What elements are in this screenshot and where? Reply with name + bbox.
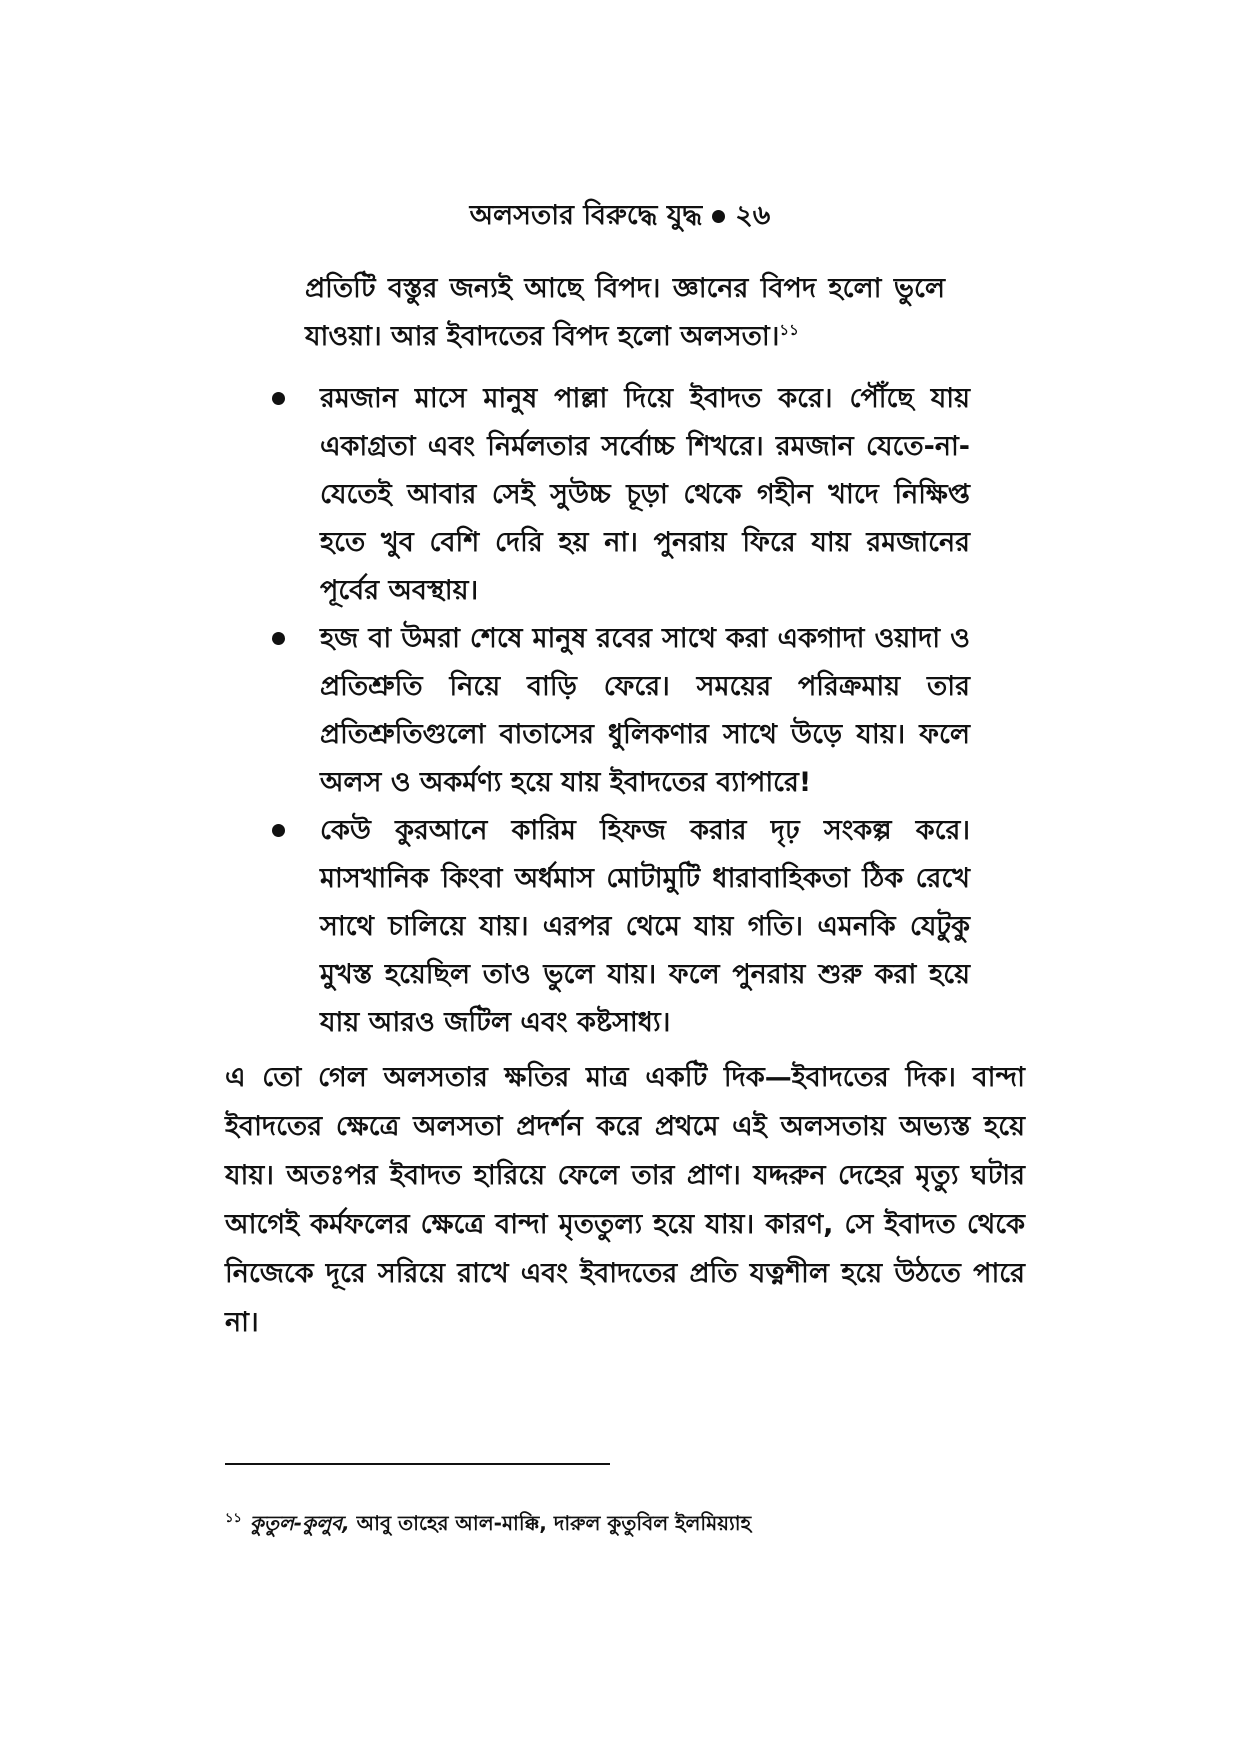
footnote-reference: ১১: [779, 321, 799, 339]
footnote-citation: আবু তাহের আল-মাক্কি, দারুল কুতুবিল ইলমিয়্যাহ: [356, 1511, 752, 1535]
bullet-icon: [272, 392, 285, 405]
bullet-icon: [272, 632, 285, 645]
list-item-text: হজ বা উমরা শেষে মানুষ রবের সাথে করা একগাদা ওয়াদা ও প্রতিশ্রুতি নিয়ে বাড়ি ফেরে। সময়ের পরিক্রমায় তার প্রতিশ্রুতিগুলো বাতাসের ধুলিকণার সাথে উড়ে যায়। ফলে অলস ও অকর্মণ্য হয়ে যায় ইবাদতের ব্যাপারে!: [320, 623, 970, 798]
bullet-icon: [272, 824, 285, 837]
footnote-book-title: কুতুল-কুলুব,: [249, 1511, 350, 1535]
list-item: [270, 375, 970, 615]
list-item: [270, 807, 970, 1047]
list-item-text: রমজান মাসে মানুষ পাল্লা দিয়ে ইবাদত করে। পৌঁছে যায় একাগ্রতা এবং নির্মলতার সর্বোচ্চ শিখরে। রমজান যেতে-না-যেতেই আবার সেই সুউচ্চ চূড়া থেকে গহীন খাদে নিক্ষিপ্ত হতে খুব বেশি দেরি হয় না। পুনরায় ফিরে যায় রমজানের পূর্বের অবস্থায়।: [320, 383, 970, 606]
footnote-number: ১১: [225, 1511, 242, 1527]
footnote: [225, 1508, 1025, 1538]
body-paragraph: এ তো গেল অলসতার ক্ষতির মাত্র একটি দিক—ইবাদতের দিক। বান্দা ইবাদতের ক্ষেত্রে অলসতা প্রদর্শন করে প্রথমে এই অলসতায় অভ্যস্ত হয়ে যায়। অতঃপর ইবাদত হারিয়ে ফেলে তার প্রাণ। যদ্দরুন দেহের মৃত্যু ঘটার আগেই কর্মফলের ক্ষেত্রে বান্দা মৃততুল্য হয়ে যায়। কারণ, সে ইবাদত থেকে নিজেকে দূরে সরিয়ে রাখে এবং ইবাদতের প্রতি যত্নশীল হয়ে উঠতে পারে না।: [225, 1062, 1025, 1338]
list-item: [270, 615, 970, 807]
page-number: ২৬: [735, 200, 771, 231]
quote-text: প্রতিটি বস্তুর জন্যই আছে বিপদ। জ্ঞানের বিপদ হলো ভুলে যাওয়া। আর ইবাদতের বিপদ হলো অলসতা।: [305, 273, 945, 352]
running-head-title: অলসতার বিরুদ্ধে যুদ্ধ: [469, 200, 703, 231]
bullet-list: [270, 375, 970, 1047]
list-item-text: কেউ কুরআনে কারিম হিফজ করার দৃঢ় সংকল্প করে। মাসখানিক কিংবা অর্ধমাস মোটামুটি ধারাবাহিকতা ঠিক রেখে সাথে চালিয়ে যায়। এরপর থেমে যায় গতি। এমনকি যেটুকু মুখস্ত হয়েছিল তাও ভুলে যায়। ফলে পুনরায় শুরু করা হয়ে যায় আরও জটিল এবং কষ্টসাধ্য।: [320, 815, 970, 1038]
footnote-divider: [225, 1463, 610, 1465]
bullet-separator-icon: [712, 210, 725, 223]
running-head: [0, 196, 1240, 236]
opening-quote: [305, 265, 945, 361]
